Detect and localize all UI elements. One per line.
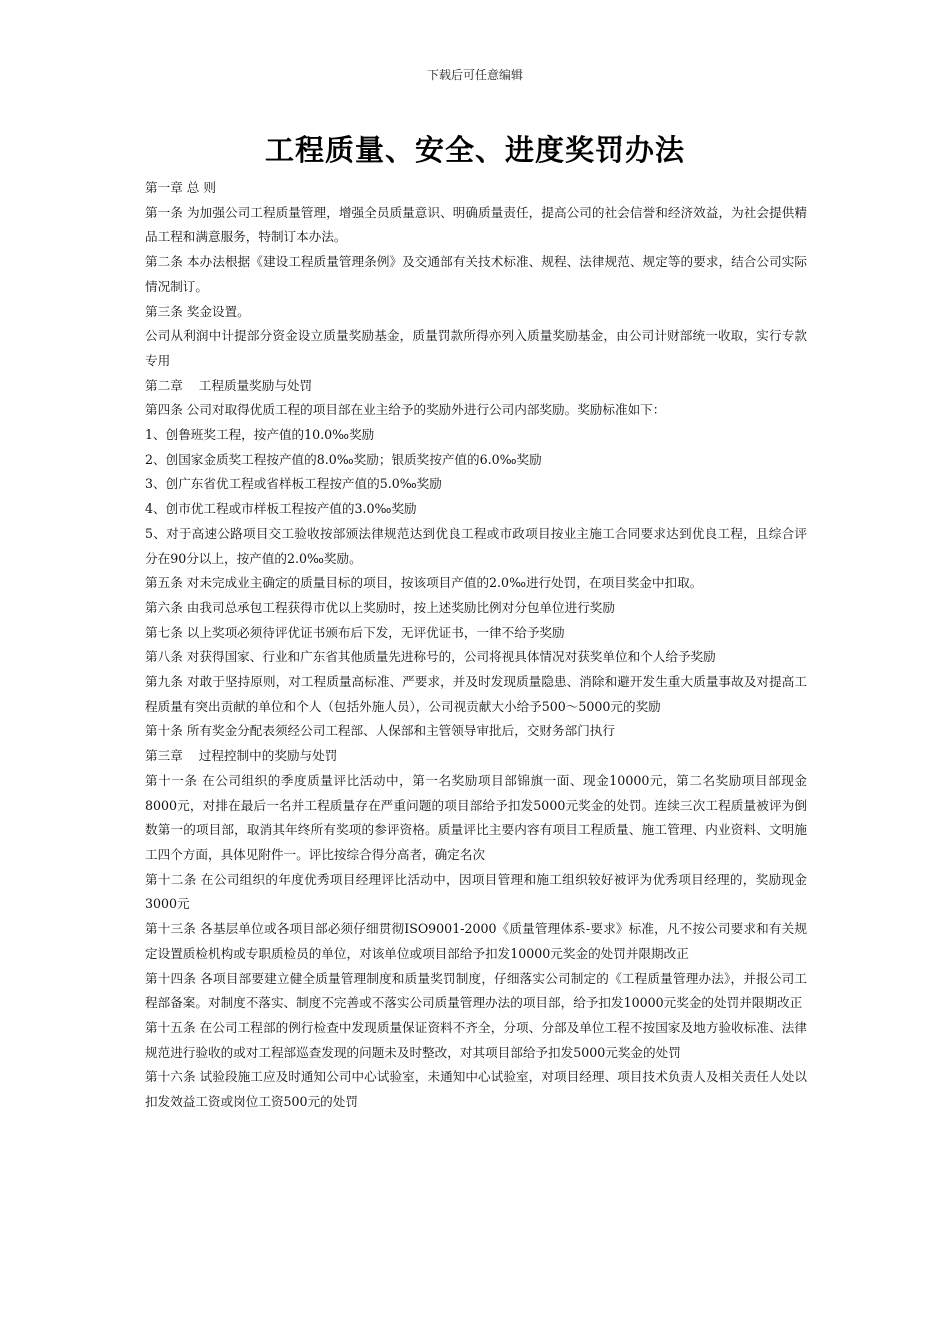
document-title: 工程质量、安全、进度奖罚办法 xyxy=(264,133,685,167)
paragraph: 第七条 以上奖项必须待评优证书颁布后下发，无评优证书，一律不给予奖励 xyxy=(145,624,565,640)
paragraph: 第一条 为加强公司工程质量管理，增强全员质量意识、明确质量责任，提高公司的社会信誉和经济效益，为社会提供精品工程和满意服务，特制订本办法。 xyxy=(145,204,807,245)
header-note: 下载后可任意编辑 xyxy=(426,68,523,82)
paragraph: 第十三条 各基层单位或各项目部必须仔细贯彻ISO9001-2000《质量管理体系-要求》标准，凡不按公司要求和有关规定设置质检机构或专职质检员的单位，对该单位或项目部给予扣发10000元奖金的处罚并限期改正 xyxy=(145,921,807,961)
paragraph: 第十条 所有奖金分配表须经公司工程部、人保部和主管领导审批后，交财务部门执行 xyxy=(145,723,615,739)
paragraph: 第三条 奖金设置。 xyxy=(145,303,250,319)
paragraph: 第十六条 试验段施工应及时通知公司中心试验室，未通知中心试验室，对项目经理、项目技术负责人及相关责任人处以扣发效益工资或岗位工资500元的处罚 xyxy=(145,1069,807,1110)
paragraph: 4、创市优工程或市样板工程按产值的3.0‰奖励 xyxy=(145,501,417,517)
paragraph: 第十五条 在公司工程部的例行检查中发现质量保证资料不齐全，分项、分部及单位工程不按国家及地方验收标准、法律规范进行验收的或对工程部巡查发现的问题未及时整改，对其项目部给予扣发5000元奖金的处罚 xyxy=(145,1019,807,1060)
paragraph: 第二条 本办法根据《建设工程质量管理条例》及交通部有关技术标准、规程、法律规范、规定等的要求，结合公司实际情况制订。 xyxy=(145,254,807,294)
paragraph: 5、对于高速公路项目交工验收按部颁法律规范达到优良工程或市政项目按业主施工合同要求达到优良工程，且综合评分在90分以上，按产值的2.0‰奖励。 xyxy=(145,525,807,566)
paragraph: 第八条 对获得国家、行业和广东省其他质量先进称号的，公司将视具体情况对获奖单位和个人给予奖励 xyxy=(145,649,716,665)
paragraph: 第十二条 在公司组织的年度优秀项目经理评比活动中，因项目管理和施工组织较好被评为优秀项目经理的，奖励现金3000元 xyxy=(145,871,807,912)
paragraph: 第一章 总 则 xyxy=(145,180,216,195)
paragraph: 2、创国家金质奖工程按产值的8.0‰奖励；银质奖按产值的6.0‰奖励 xyxy=(145,451,542,467)
paragraph: 第十四条 各项目部要建立健全质量管理制度和质量奖罚制度，仔细落实公司制定的《工程质量管理办法》，并报公司工程部备案。对制度不落实、制度不完善或不落实公司质量管理办法的项目部，给予扣发10000元奖金的处罚并限期改正 xyxy=(145,970,807,1011)
paragraph: 第九条 对敢于坚持原则，对工程质量高标准、严要求，并及时发现质量隐患、消除和避开发生重大质量事故及对提高工程质量有突出贡献的单位和个人（包括外施人员），公司视贡献大小给予500～5000元的奖励 xyxy=(145,674,807,714)
paragraph: 3、创广东省优工程或省样板工程按产值的5.0‰奖励 xyxy=(145,476,442,492)
paragraph: 第六条 由我司总承包工程获得市优以上奖励时，按上述奖励比例对分包单位进行奖励 xyxy=(145,599,615,615)
paragraph: 第四条 公司对取得优质工程的项目部在业主给予的奖励外进行公司内部奖励。奖励标准如下： xyxy=(145,402,666,418)
document-body xyxy=(145,176,807,1115)
paragraph: 第三章 过程控制中的奖励与处罚 xyxy=(145,748,338,764)
paragraph: 第五条 对未完成业主确定的质量目标的项目，按该项目产值的2.0‰进行处罚，在项目奖金中扣取。 xyxy=(145,575,703,591)
paragraph: 公司从利润中计提部分资金设立质量奖励基金，质量罚款所得亦列入质量奖励基金，由公司计财部统一收取，实行专款专用 xyxy=(145,328,807,368)
paragraph: 第十一条 在公司组织的季度质量评比活动中，第一名奖励项目部锦旗一面、现金10000元，第二名奖励项目部现金8000元，对排在最后一名并工程质量存在严重问题的项目部给予扣发5000元奖金的处罚。连续三次工程质量被评为倒数第一的项目部，取消其年终所有奖项的参评资格。质量评比主要内容有项目工程质量、施工管理、内业资料、文明施工四个方面，具体见附件一。评比按综合得分高者，确定名次 xyxy=(145,772,807,862)
paragraph: 1、创鲁班奖工程，按产值的10.0‰奖励 xyxy=(145,427,375,443)
paragraph: 第二章 工程质量奖励与处罚 xyxy=(145,377,313,393)
